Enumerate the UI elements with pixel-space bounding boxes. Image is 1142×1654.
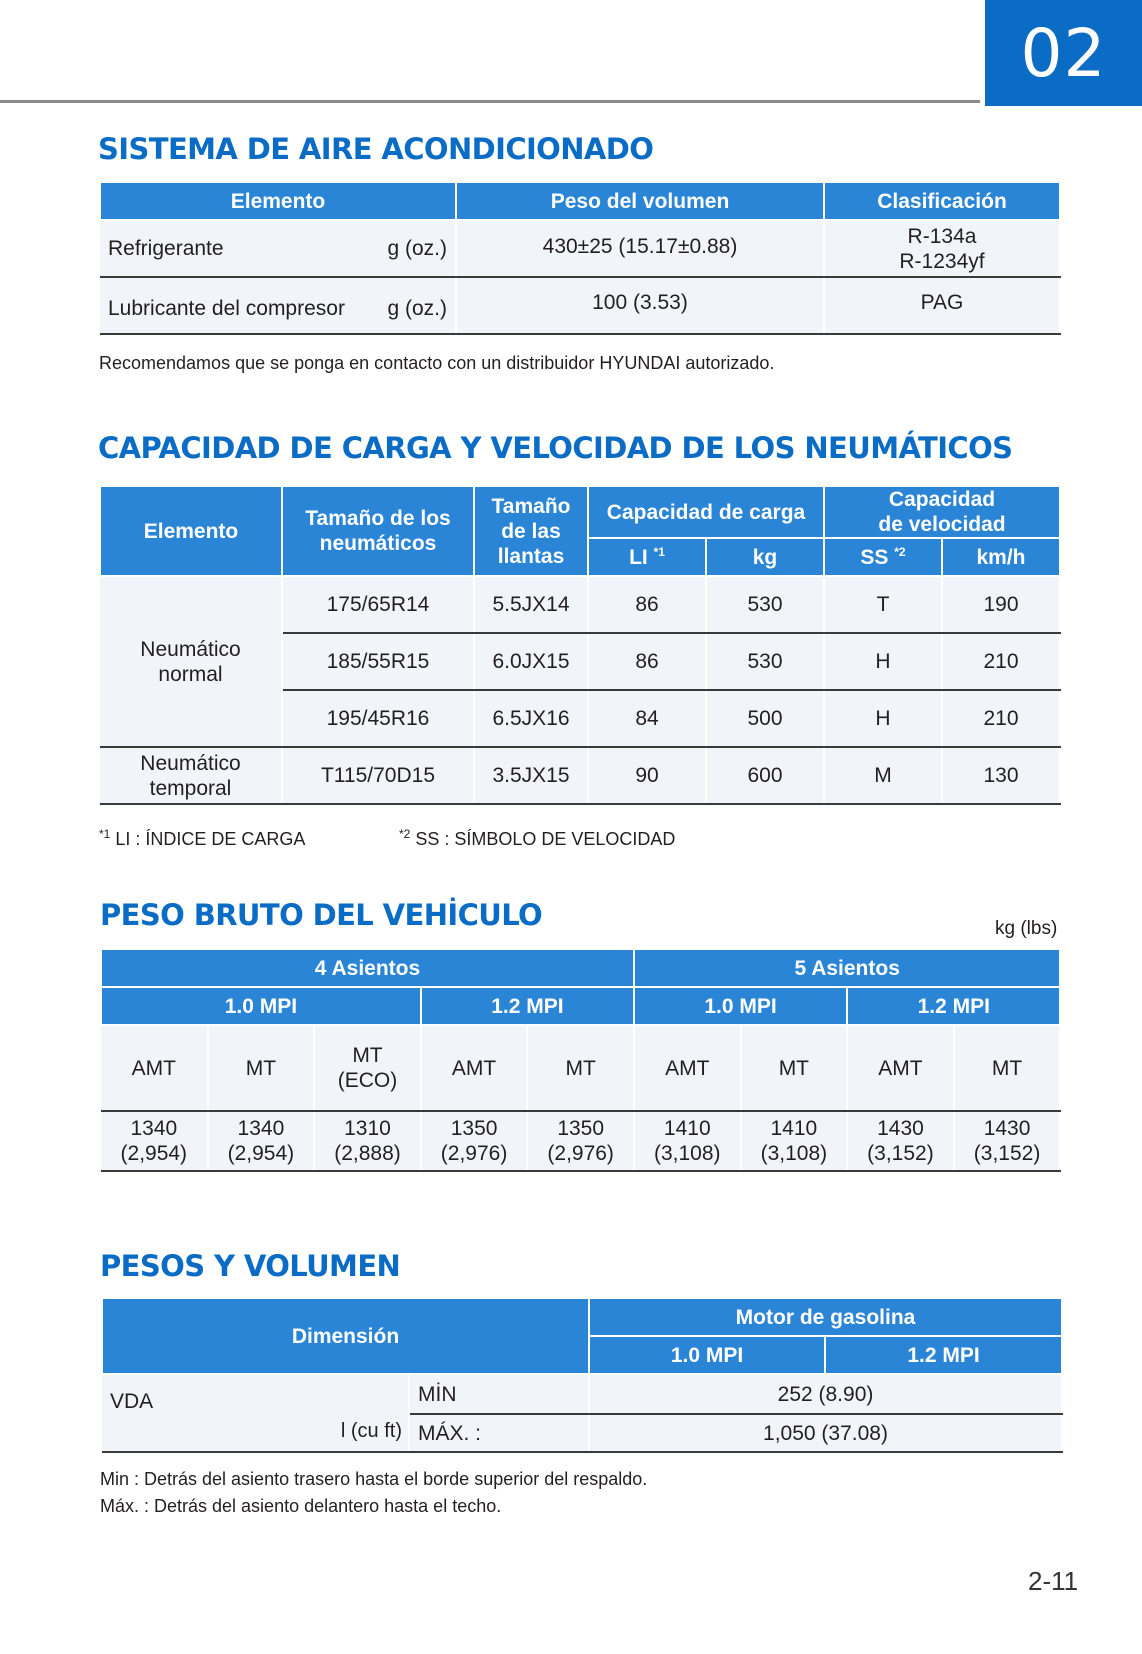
ac-table: [99, 181, 1061, 335]
tires-footnote-1: $^{*1}$ LI : ÍNDICE DE CARGA: [99, 827, 306, 849]
gross-weight: 1350 (2,976): [421, 1111, 528, 1171]
ac-header-elemento: Elemento: [100, 182, 456, 220]
ac-item-refrigerante: Refrigerante: [108, 237, 224, 260]
speed-kmh: 130: [942, 747, 1060, 804]
transmission: AMT: [421, 1025, 528, 1111]
gross-weight: 1310 (2,888): [314, 1111, 421, 1171]
tires-header-capacidad-carga: Capacidad de carga: [588, 486, 824, 538]
tires-group-normal: Neumático normal: [100, 576, 282, 747]
footnote-mark: *1: [653, 544, 665, 559]
tires-header-tamano-llantas: Tamaño de las llantas: [474, 486, 588, 576]
ac-header-clasificacion: Clasificación: [824, 182, 1060, 220]
ac-item-lubricante: Lubricante del compresor: [108, 297, 345, 320]
tires-header-li: LI $^{*1}$: [588, 538, 706, 576]
volume-min-label: MİN: [409, 1374, 589, 1414]
volume-max-value: 1,050 (37.08): [589, 1414, 1062, 1452]
speed-symbol: M: [824, 747, 942, 804]
page-number: 2-11: [1028, 1566, 1079, 1596]
gross-weight: 1340 (2,954): [101, 1111, 208, 1171]
tires-header-ss: SS $^{*2}$: [824, 538, 942, 576]
ac-value-refrigerante: 430±25 (15.17±0.88): [456, 220, 824, 277]
gross-engine-5-12: 1.2 MPI: [847, 987, 1060, 1025]
tires-header-capacidad-velocidad: Capacidad de velocidad: [824, 486, 1060, 538]
load-index: 90: [588, 747, 706, 804]
transmission: MT: [741, 1025, 848, 1111]
volume-min-value: 252 (8.90): [589, 1374, 1062, 1414]
tires-table: [99, 485, 1061, 805]
gross-weight: 1430 (3,152): [954, 1111, 1061, 1171]
ac-class-1: R-134a: [907, 224, 977, 248]
chapter-tab: [985, 0, 1142, 106]
gross-weight: 1430 (3,152): [847, 1111, 954, 1171]
gross-engine-4-10: 1.0 MPI: [101, 987, 421, 1025]
table-row: [102, 1374, 1062, 1414]
load-kg: 500: [706, 690, 824, 747]
gross-weight: 1410 (3,108): [634, 1111, 741, 1171]
gross-section-title: PESO BRUTO DEL VEHİCULO: [100, 898, 543, 932]
ac-class-2: R-1234yf: [899, 249, 985, 273]
table-row: [101, 1025, 1060, 1111]
tires-header-tamano-neumaticos: Tamaño de los neumáticos: [282, 486, 474, 576]
load-kg: 600: [706, 747, 824, 804]
transmission: MT (ECO): [314, 1025, 421, 1111]
speed-symbol: H: [824, 690, 942, 747]
ac-class-pag: PAG: [824, 277, 1060, 334]
vda-unit: l (cu ft): [340, 1420, 402, 1442]
ac-section-title: SISTEMA DE AIRE ACONDICIONADO: [98, 132, 654, 166]
tires-header-elemento: Elemento: [100, 486, 282, 576]
tire-size: 185/55R15: [282, 633, 474, 690]
footnote-mark: *2: [894, 544, 906, 559]
table-row: [100, 747, 1060, 804]
volume-max-label: MÁX. :: [409, 1414, 589, 1452]
chapter-number: 02: [1020, 14, 1107, 92]
tires-group-temporal: Neumático temporal: [100, 747, 282, 804]
tires-section-title: CAPACIDAD DE CARGA Y VELOCIDAD DE LOS NEUMÁTICOS: [98, 431, 1013, 465]
rim-size: 6.0JX15: [474, 633, 588, 690]
gross-weight: 1410 (3,108): [741, 1111, 848, 1171]
ac-note: Recomendamos que se ponga en contacto con un distribuidor HYUNDAI autorizado.: [99, 353, 775, 373]
tire-size: 175/65R14: [282, 576, 474, 633]
table-row: [100, 220, 1060, 277]
tires-header-kg: kg: [706, 538, 824, 576]
volume-header-dimension: Dimensión: [102, 1298, 589, 1374]
ac-value-lubricante: 100 (3.53): [456, 277, 824, 334]
speed-kmh: 210: [942, 633, 1060, 690]
table-row: [100, 277, 1060, 334]
load-kg: 530: [706, 633, 824, 690]
tires-footnote-2: $^{*2}$ SS : SÍMBOLO DE VELOCIDAD: [399, 827, 676, 849]
rim-size: 6.5JX16: [474, 690, 588, 747]
gross-engine-5-10: 1.0 MPI: [634, 987, 847, 1025]
rim-size: 3.5JX15: [474, 747, 588, 804]
volume-note-1: Min : Detrás del asiento trasero hasta el borde superior del respaldo.: [100, 1469, 648, 1489]
rim-size: 5.5JX14: [474, 576, 588, 633]
volume-header-engine-12: 1.2 MPI: [825, 1336, 1062, 1374]
load-index: 86: [588, 576, 706, 633]
transmission: MT: [208, 1025, 315, 1111]
gross-weight: 1340 (2,954): [208, 1111, 315, 1171]
table-row: [100, 576, 1060, 633]
table-row: [101, 1111, 1060, 1171]
gross-header-4-asientos: 4 Asientos: [101, 949, 634, 987]
load-kg: 530: [706, 576, 824, 633]
transmission: AMT: [847, 1025, 954, 1111]
volume-section-title: PESOS Y VOLUMEN: [100, 1249, 401, 1283]
transmission: MT: [527, 1025, 634, 1111]
speed-symbol: T: [824, 576, 942, 633]
volume-header-engine-10: 1.0 MPI: [589, 1336, 825, 1374]
tire-size: T115/70D15: [282, 747, 474, 804]
speed-kmh: 210: [942, 690, 1060, 747]
ac-unit: g (oz.): [387, 237, 447, 260]
gross-engine-4-12: 1.2 MPI: [421, 987, 634, 1025]
transmission: AMT: [101, 1025, 208, 1111]
volume-table: [101, 1297, 1063, 1453]
volume-header-motor: Motor de gasolina: [589, 1298, 1062, 1336]
ac-header-peso: Peso del volumen: [456, 182, 824, 220]
tires-header-kmh: km/h: [942, 538, 1060, 576]
vda-label: VDA: [110, 1390, 154, 1413]
gross-header-5-asientos: 5 Asientos: [634, 949, 1060, 987]
header-rule: [0, 100, 980, 103]
volume-note-2: Máx. : Detrás del asiento delantero hasta el techo.: [100, 1496, 502, 1516]
load-index: 86: [588, 633, 706, 690]
transmission: AMT: [634, 1025, 741, 1111]
tire-size: 195/45R16: [282, 690, 474, 747]
ac-unit: g (oz.): [387, 297, 447, 320]
speed-kmh: 190: [942, 576, 1060, 633]
load-index: 84: [588, 690, 706, 747]
transmission: MT: [954, 1025, 1061, 1111]
gross-table: [100, 948, 1061, 1172]
gross-weight: 1350 (2,976): [527, 1111, 634, 1171]
speed-symbol: H: [824, 633, 942, 690]
gross-unit: kg (lbs): [995, 918, 1058, 939]
